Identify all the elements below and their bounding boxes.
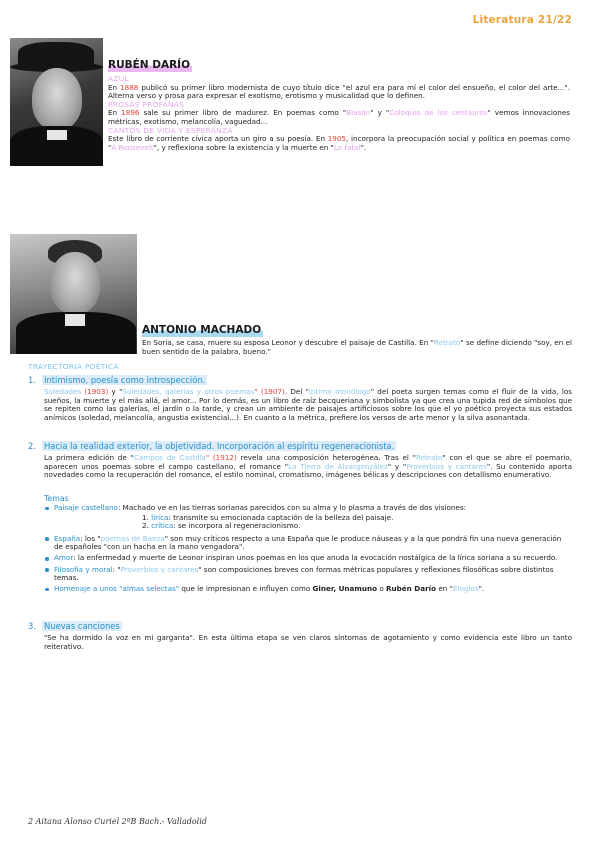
heading-prosas-profanas: PROSAS PROFANAS bbox=[108, 99, 185, 109]
section-3-body: "Se ha dormido la voz en mi garganta". En esta última etapa se ven claros síntomas de agotamiento y como evidencia este libro un tanto reiterativo. bbox=[44, 633, 572, 651]
paragraph-cantos: Este libro de corriente cívica aporta un giro a su poesía. En 1905, incorpora la preocupación social y política en poemas como "A Roosevelt", y reflexiona sobre la existencia y la muerte en "Lo fatal". bbox=[108, 134, 570, 152]
dario-works bbox=[108, 75, 570, 152]
paragraph-prosas-profanas: En 1896 sale su primer libro de madurez. En poemas como "Blasón" y "Coloquio de los centauros" vemos innovaciones métricas, exotismo, melancolía, vaguedad... bbox=[108, 108, 571, 126]
theme-item-paisaje: Paisaje castellano: Machado ve en las tierras sorianas parecidos con su alma y lo plasma a través de dos visiones: 1. lírica: transmite su emocionada captación de la belleza del paisaje. 2. crítica: se incorpora al regeneracionismo. bbox=[44, 504, 572, 531]
portrait-ruben-dario bbox=[10, 38, 103, 166]
heading-cantos: CANTOS DE VIDA Y ESPERANZA bbox=[108, 125, 233, 135]
subitem-lirica: 1. lírica: transmite su emocionada captación de la belleza del paisaje. bbox=[142, 512, 394, 522]
page-header-title: Literatura 21/22 bbox=[472, 14, 572, 26]
trayectoria-heading: TRAYECTORIA POÉTICA bbox=[28, 362, 119, 371]
author-name-dario: RUBÉN DARÍO bbox=[108, 59, 190, 71]
theme-item-filosofia: Filosofía y moral: "Proverbios y cantares" son composiciones breves con formas métricas populares y reflexiones filosóficas sobre distintos temas. bbox=[44, 566, 572, 583]
author-name-machado: ANTONIO MACHADO bbox=[142, 324, 262, 336]
section-3-title: 3. Nuevas canciones bbox=[28, 621, 120, 631]
section-2-body: La primera edición de "Campos de Castilla" (1912) revela una composición heterogénea. Tras el "Retrato" con el que se abre el poemario, aparecen unos poemas sobre el campo castellano, el romance "La Tierra de Alvargonzález" y "Proverbios y cantares". Su contenido aporta novedades como la recuperación del romance, el estilo nominal, cromatismo, imágenes bélicas y descripciones con detallismo enumerativo. bbox=[44, 453, 573, 480]
temas-list bbox=[44, 504, 572, 596]
temas-heading: Temas bbox=[44, 494, 69, 503]
section-2-title: 2. Hacia la realidad exterior, la objetividad. Incorporación al espíritu regeneracionista. bbox=[28, 441, 395, 451]
section-1-body: Soledades (1903) y "Soledades, galerías y otros poemas" (1907). Del "íntimo monólogo" del poeta surgen temas como el fluir de la vida, los sueños, la muerte y el más allá, el amor... Por lo demás, es un libro de raíz becqueriana y simbolista ya que crea una tupida red de símbolos que se repiten como las galerías, el jardín o la tarde, y crean un ambiente de paisajes artificiosos sobre los que el yo poético proyecta sus estados anímicos (soledad, melancolía, angustia existencial...). En cuanto a la métrica, prefiere los versos de arte menor y la silva asonantada. bbox=[44, 387, 572, 422]
footer-author: 2 Aitana Alonso Curiel 2ºB Bach.- Valladolid bbox=[28, 817, 207, 826]
theme-item-espana: España: los "poemas de Baeza" son muy críticos respecto a una España que le produce náuseas y a la que pondrá fin una nueva generación de españoles "con un hacha en la mano vengadora". bbox=[44, 535, 572, 552]
theme-item-amor: Amor: la enfermedad y muerte de Leonor inspiran unos poemas en los que anuda la evocación nostálgica de la lírica soriana a su recuerdo. bbox=[44, 554, 572, 563]
paragraph-azul: En 1888 publicó su primer libro modernista de cuyo título dice "el azul era para mí el color del ensueño, el color del arte...". Alterna verso y prosa para expresar el exotismo, erotismo y musicalidad que lo definen. bbox=[108, 82, 570, 101]
heading-azul: AZUL bbox=[108, 74, 129, 83]
portrait-antonio-machado bbox=[10, 234, 137, 354]
theme-item-homenaje: Homenaje a unos "almas selectas" que le impresionan e influyen como Giner, Unamuno o Rubén Darío en "Elogios". bbox=[44, 585, 572, 594]
subitem-critica: 2. crítica: se incorpora al regeneracionismo. bbox=[142, 521, 301, 531]
section-1-title: 1. Intimismo, poesía como introspección. bbox=[28, 375, 206, 385]
machado-intro: En Soria, se casa, muere su esposa Leonor y descubre el paisaje de Castilla. En "Retrato" se define diciendo "soy, en el buen sentido de la palabra, bueno." bbox=[142, 338, 573, 356]
